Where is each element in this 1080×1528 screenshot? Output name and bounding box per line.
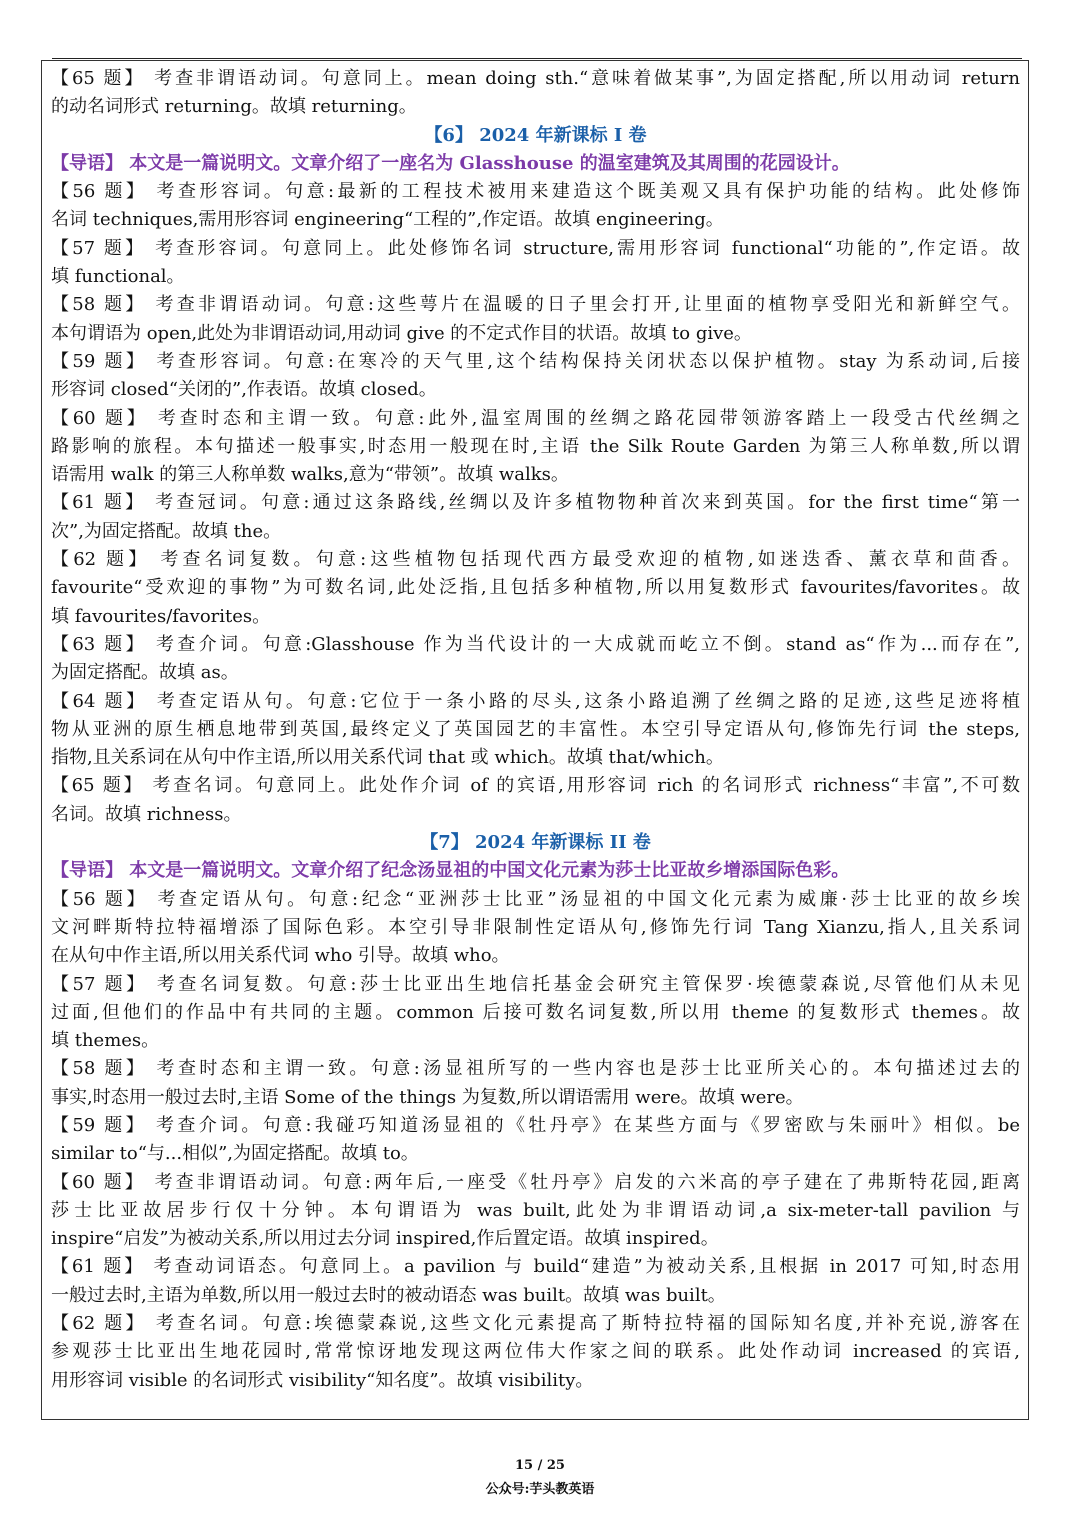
text-line: 为固定搭配。故填 as。 — [51, 662, 239, 684]
text-line: 【57 题】 考查名词复数。句意:莎士比亚出生地信托基金会研究主管保罗·埃德蒙森说,尽管他们从未见 — [51, 973, 1020, 995]
text-line: 【65 题】 考查名词。句意同上。此处作介词 of 的宾语,用形容词 rich 的名词形式 richness“丰富”,不可数 — [51, 775, 1020, 797]
text-line: 【64 题】 考查定语从句。句意:它位于一条小路的尽头,这条小路追溯了丝绸之路的足迹,这些足迹将植 — [51, 690, 1020, 712]
text-line: 物从亚洲的原生栖息地带到英国,最终定义了英国园艺的丰富性。本空引导定语从句,修饰先行词 the steps, — [51, 718, 1020, 740]
text-line: 文河畔斯特拉特福增添了国际色彩。本空引导非限制性定语从句,修饰先行词 Tang Xianzu,指人,且关系词 — [51, 916, 1020, 938]
footer-source: 公众号:芋头教英语 — [485, 1482, 595, 1497]
text-line: 【60 题】 考查非谓语动词。句意:两年后,一座受《牡丹亭》启发的六米高的亭子建在了弗斯特花园,距离 — [51, 1171, 1020, 1193]
text-line: 一般过去时,主语为单数,所以用一般过去时的被动语态 was built。故填 was built。 — [51, 1284, 726, 1306]
text-line: 名词。故填 richness。 — [51, 803, 242, 825]
text-line: 用形容词 visible 的名词形式 visibility“知名度”。故填 visibility。 — [51, 1369, 594, 1391]
page-number: 15 / 25 — [515, 1458, 565, 1473]
text-line: 【58 题】 考查非谓语动词。句意:这些萼片在温暖的日子里会打开,让里面的植物享受阳光和新鲜空气。 — [51, 294, 1020, 316]
text-line: 形容词 closed“关闭的”,作表语。故填 closed。 — [51, 379, 437, 401]
text-line: 【60 题】 考查时态和主谓一致。句意:此外,温室周围的丝绸之路花园带领游客踏上一段受古代丝绸之 — [51, 407, 1020, 429]
answer-explanation-box — [41, 60, 1029, 1420]
text-line: 填 themes。 — [51, 1030, 160, 1052]
section-title: 【6】 2024 年新课标 I 卷 — [424, 124, 647, 146]
section-title: 【7】 2024 年新课标 II 卷 — [420, 832, 651, 854]
text-line: 【59 题】 考查介词。句意:我碰巧知道汤显祖的《牡丹亭》在某些方面与《罗密欧与朱丽叶》相似。be — [51, 1114, 1020, 1136]
intro-line: 【导语】 本文是一篇说明文。文章介绍了一座名为 Glasshouse 的温室建筑及其周围的花园设计。 — [51, 152, 850, 174]
text-line: 【56 题】 考查定语从句。句意:纪念“亚洲莎士比亚”汤显祖的中国文化元素为威廉·莎士比亚的故乡埃 — [51, 888, 1020, 910]
intro-line: 【导语】 本文是一篇说明文。文章介绍了纪念汤显祖的中国文化元素为莎士比亚故乡增添国际色彩。 — [51, 860, 850, 882]
text-line: 【56 题】 考查形容词。句意:最新的工程技术被用来建造这个既美观又具有保护功能的结构。此处修饰 — [51, 181, 1020, 203]
text-line: 【65 题】 考查非谓语动词。句意同上。mean doing sth.“意味着做某事”,为固定搭配,所以用动词 return — [51, 68, 1020, 89]
text-line: inspire“启发”为被动关系,所以用过去分词 inspired,作后置定语。故填 inspired。 — [51, 1228, 719, 1250]
text-line: 本句谓语为 open,此处为非谓语动词,用动词 give 的不定式作目的状语。故填 to give。 — [51, 322, 752, 344]
text-line: 【58 题】 考查时态和主谓一致。句意:汤显祖所写的一些内容也是莎士比亚所关心的。本句描述过去的 — [51, 1058, 1020, 1080]
text-line: similar to“与...相似”,为固定搭配。故填 to。 — [51, 1143, 419, 1165]
text-line: 在从句中作主语,所以用关系代词 who 引导。故填 who。 — [51, 945, 510, 967]
text-line: 指物,且关系词在从句中作主语,所以用关系代词 that 或 which。故填 that/which。 — [51, 747, 724, 769]
text-line: 过面,但他们的作品中有共同的主题。common 后接可数名词复数,所以用 theme 的复数形式 themes。故 — [51, 1001, 1020, 1023]
text-line: 【59 题】 考查形容词。句意:在寒冷的天气里,这个结构保持关闭状态以保护植物。stay 为系动词,后接 — [51, 350, 1020, 372]
text-line: 【61 题】 考查动词语态。句意同上。a pavilion 与 build“建造”为被动关系,且根据 in 2017 可知,时态用 — [51, 1256, 1020, 1278]
text-line: 的动名词形式 returning。故填 returning。 — [51, 96, 417, 118]
text-line: 【57 题】 考查形容词。句意同上。此处修饰名词 structure,需用形容词 functional“功能的”,作定语。故 — [51, 237, 1020, 259]
text-line: 名词 techniques,需用形容词 engineering“工程的”,作定语。故填 engineering。 — [51, 209, 724, 231]
text-line: 语需用 walk 的第三人称单数 walks,意为“带领”。故填 walks。 — [51, 464, 569, 486]
text-line: 事实,时态用一般过去时,主语 Some of the things 为复数,所以谓语需用 were。故填 were。 — [51, 1086, 804, 1108]
text-line: 莎士比亚故居步行仅十分钟。本句谓语为 was built,此处为非谓语动词,a six-meter-tall pavilion 与 — [51, 1199, 1020, 1221]
text-line: 【62 题】 考查名词复数。句意:这些植物包括现代西方最受欢迎的植物,如迷迭香、薰衣草和茴香。 — [51, 549, 1020, 571]
text-line: 【62 题】 考查名词。句意:埃德蒙森说,这些文化元素提高了斯特拉特福的国际知名度,并补充说,游客在 — [51, 1313, 1020, 1335]
text-line: 【63 题】 考查介词。句意:Glasshouse 作为当代设计的一大成就而屹立不倒。stand as“作为...而存在”, — [51, 633, 1020, 655]
text-line: 参观莎士比亚出生地花园时,常常惊讶地发现这两位伟大作家之间的联系。此处作动词 increased 的宾语, — [51, 1341, 1020, 1363]
text-line: 次”,为固定搭配。故填 the。 — [51, 520, 282, 542]
text-line: 填 functional。 — [51, 266, 185, 288]
text-line: 填 favourites/favorites。 — [51, 605, 271, 627]
text-line: 路影响的旅程。本句描述一般事实,时态用一般现在时,主语 the Silk Route Garden 为第三人称单数,所以谓 — [51, 435, 1020, 457]
text-line: 【61 题】 考查冠词。句意:通过这条路线,丝绸以及许多植物物种首次来到英国。for the first time“第一 — [51, 492, 1020, 514]
header-rule — [52, 58, 1022, 59]
text-line: favourite“受欢迎的事物”为可数名词,此处泛指,且包括多种植物,所以用复数形式 favourites/favorites。故 — [51, 577, 1020, 599]
